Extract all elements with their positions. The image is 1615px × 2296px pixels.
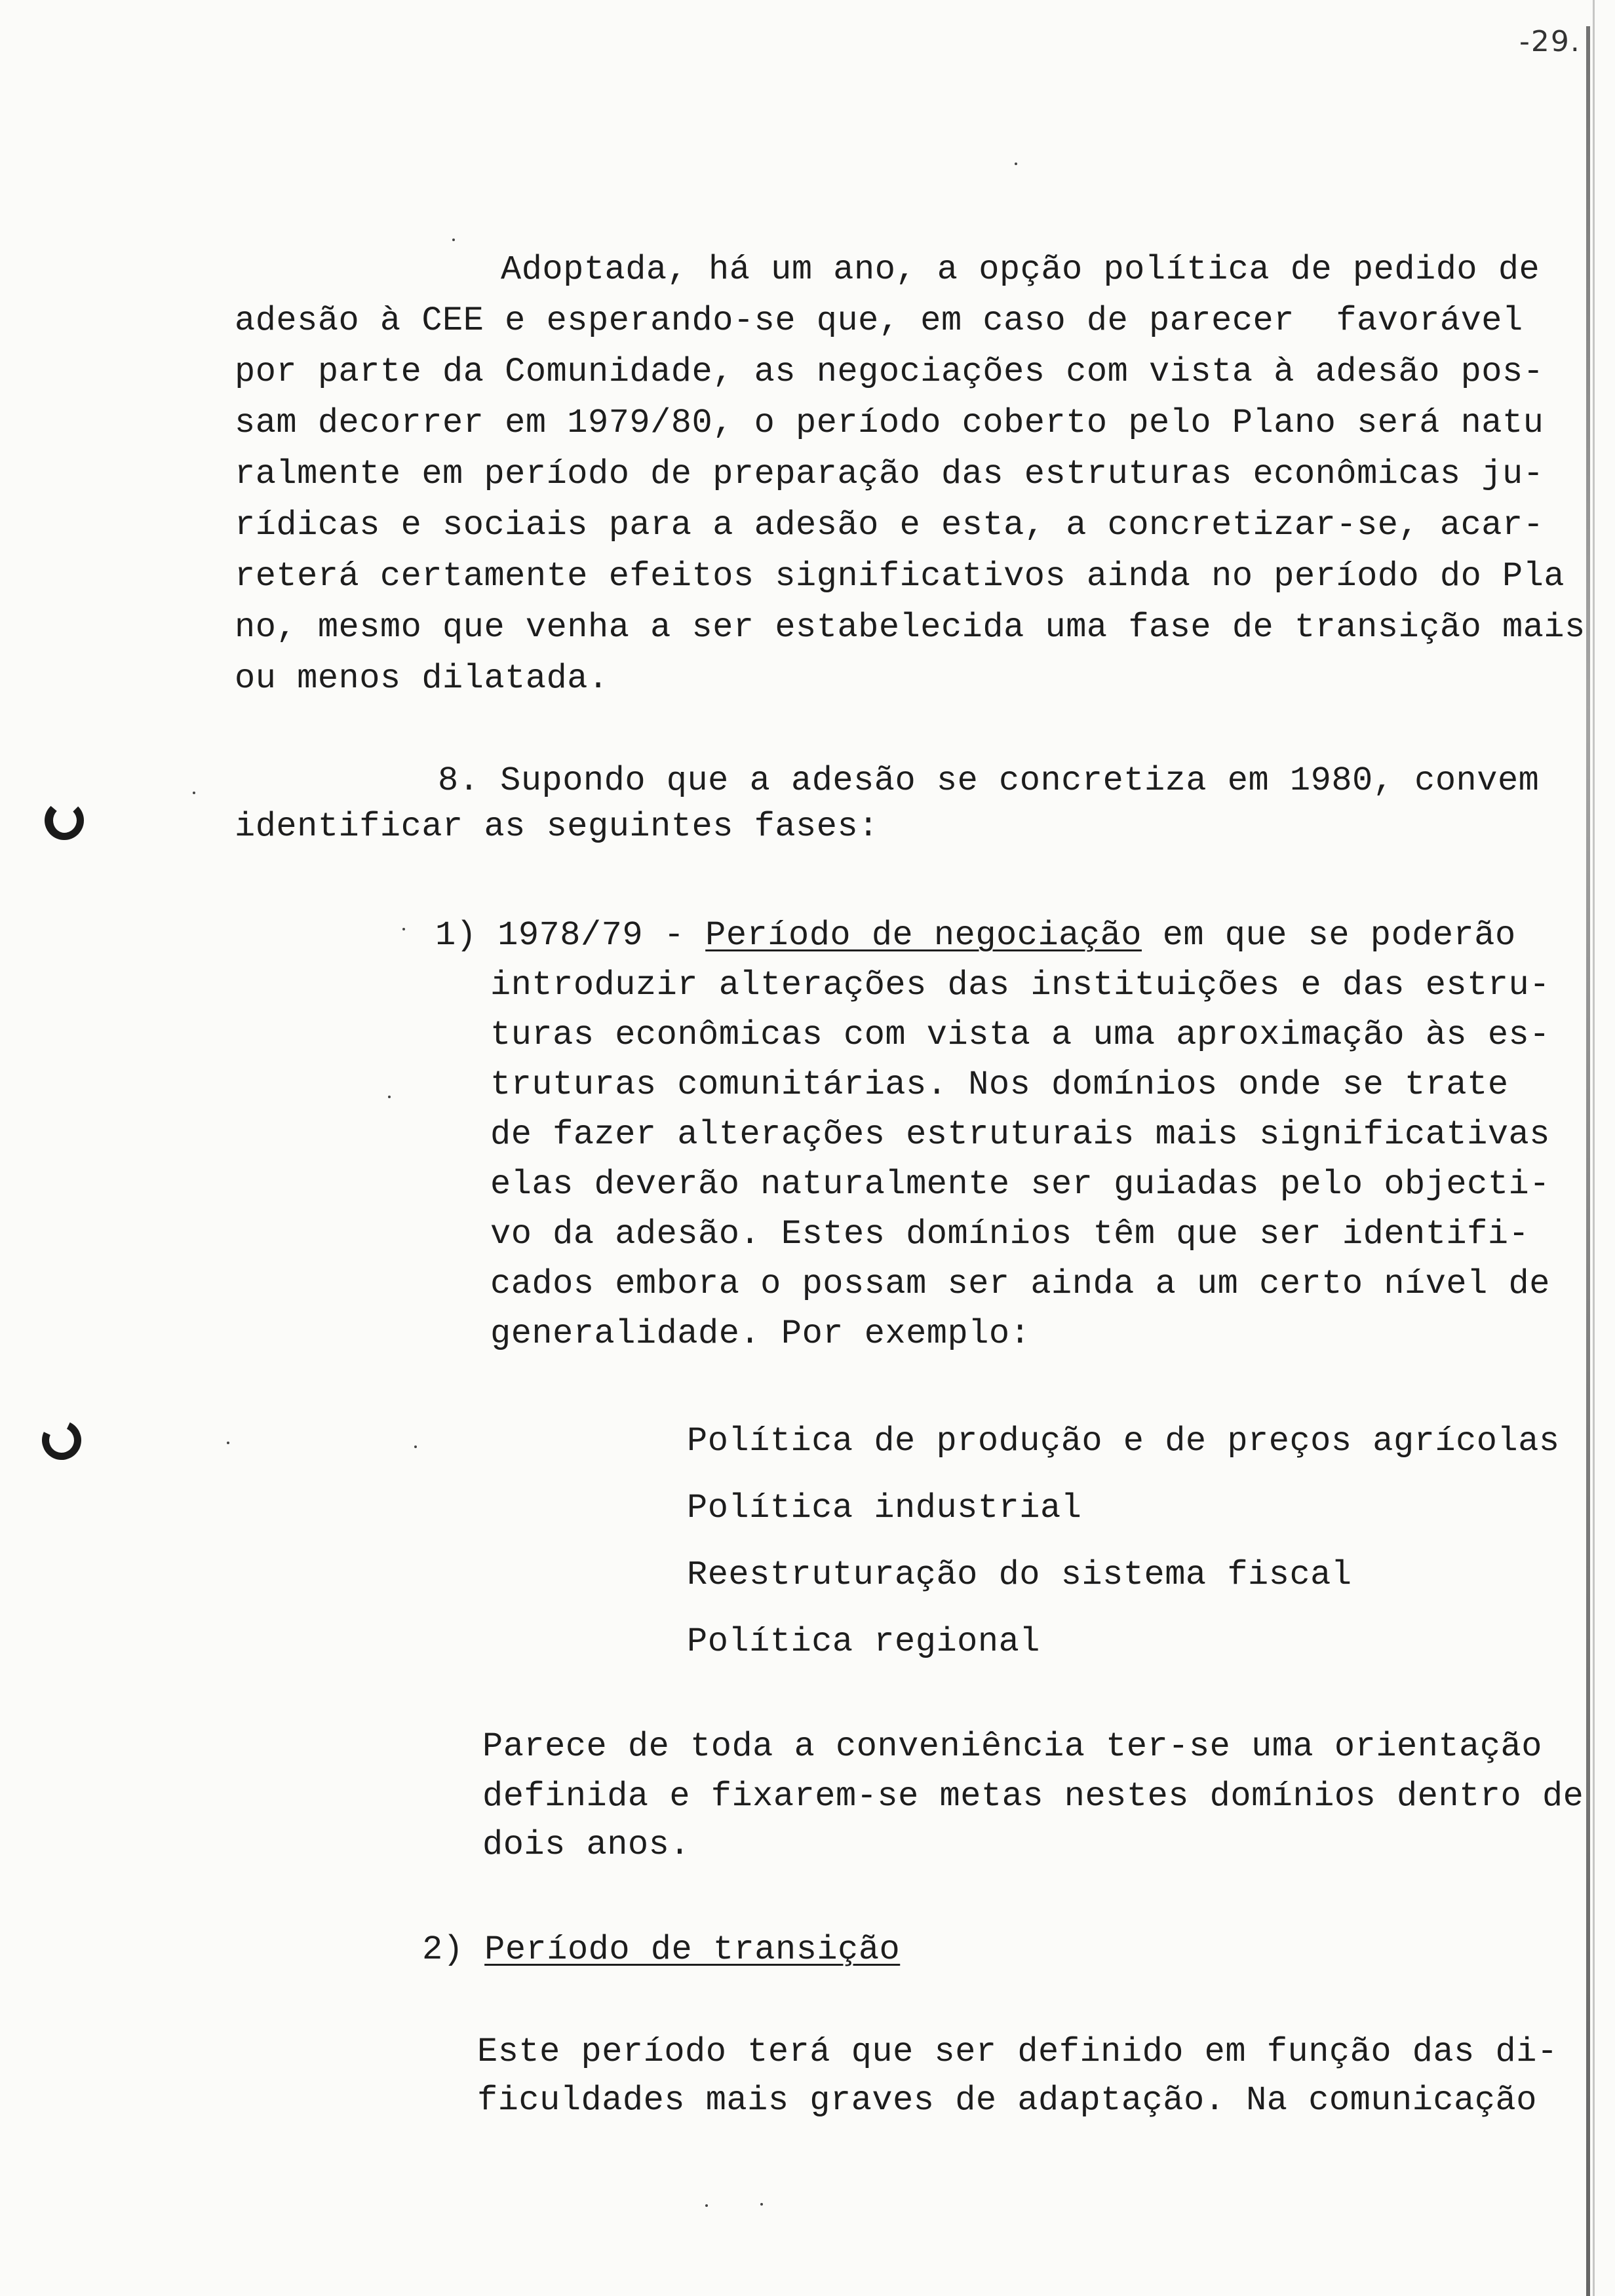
- intro-line: por parte da Comunidade, as negociações com vista à adesão pos-: [235, 353, 1544, 391]
- scan-speck: [402, 928, 405, 930]
- scan-speck: [452, 239, 455, 241]
- phase1-line: vo da adesão. Estes domínios têm que ser identifi-: [490, 1215, 1530, 1253]
- phase1-title: Período de negociação: [705, 916, 1142, 955]
- scan-speck: [193, 792, 195, 794]
- phase2-line: Este período terá que ser definido em função das di-: [477, 2033, 1558, 2071]
- conclusion-line: dois anos.: [482, 1826, 691, 1864]
- punch-hole-icon: [37, 1415, 87, 1466]
- punch-hole-icon: [45, 801, 84, 840]
- example-item: Política industrial: [687, 1489, 1082, 1527]
- phase1-line: truturas comunitárias. Nos domínios onde se trate: [490, 1065, 1509, 1104]
- intro-line: no, mesmo que venha a ser estabelecida uma fase de transição mais: [235, 608, 1586, 647]
- phase1-first-rest: em que se poderão: [1141, 916, 1516, 955]
- phase1-line: de fazer alterações estruturais mais significativas: [490, 1115, 1550, 1154]
- example-item: Política de produção e de preços agrícolas: [687, 1422, 1560, 1461]
- page-edge-line: [1593, 0, 1595, 2296]
- phase1-line: cados embora o possam ser ainda a um certo nível de: [490, 1265, 1550, 1303]
- intro-line: ou menos dilatada.: [235, 659, 609, 698]
- phase2-number: 2): [422, 1930, 485, 1969]
- intro-line: rídicas e sociais para a adesão e esta, a concretizar-se, acar-: [235, 506, 1544, 545]
- scan-speck: [227, 1442, 229, 1444]
- scan-speck: [414, 1445, 417, 1448]
- intro-line: adesão à CEE e esperando-se que, em caso de parecer favorável: [235, 301, 1523, 340]
- scan-speck: [388, 1096, 391, 1098]
- phase1-number: 1) 1978/79 -: [435, 916, 706, 955]
- page-edge-shadow: [1586, 26, 1590, 2296]
- scan-speck: [1015, 163, 1017, 165]
- intro-line: Adoptada, há um ano, a opção política de pedido de: [501, 250, 1540, 289]
- conclusion-line: definida e fixarem-se metas nestes domínios dentro de: [482, 1777, 1584, 1816]
- example-item: Política regional: [687, 1622, 1040, 1661]
- conclusion-line: Parece de toda a conveniência ter-se uma orientação: [482, 1727, 1542, 1766]
- intro-line: ralmente em período de preparação das estruturas econômicas ju-: [235, 455, 1544, 493]
- page-number: -29.: [1519, 25, 1581, 58]
- scan-speck: [760, 2203, 763, 2206]
- phase1-line: generalidade. Por exemplo:: [490, 1314, 1031, 1353]
- intro-line: sam decorrer em 1979/80, o período coberto pelo Plano será natu: [235, 404, 1544, 442]
- phase2-line: ficuldades mais graves de adaptação. Na comunicação: [477, 2081, 1537, 2120]
- phase1-line: elas deverão naturalmente ser guiadas pelo objecti-: [490, 1165, 1550, 1204]
- phase2-title: Período de transição: [484, 1930, 901, 1969]
- phase2-heading: [422, 1930, 900, 1970]
- item8-line: 8. Supondo que a adesão se concretiza em 1980, convem: [438, 761, 1540, 800]
- phase1-line: turas econômicas com vista a uma aproximação às es-: [490, 1016, 1550, 1054]
- phase1-line: introduzir alterações das instituições e das estru-: [490, 966, 1550, 1004]
- example-item: Reestruturação do sistema fiscal: [687, 1556, 1352, 1594]
- item8-line: identificar as seguintes fases:: [235, 807, 879, 846]
- phase1-heading: [435, 916, 1516, 955]
- intro-line: reterá certamente efeitos significativos ainda no período do Pla: [235, 557, 1565, 596]
- scan-speck: [705, 2204, 708, 2207]
